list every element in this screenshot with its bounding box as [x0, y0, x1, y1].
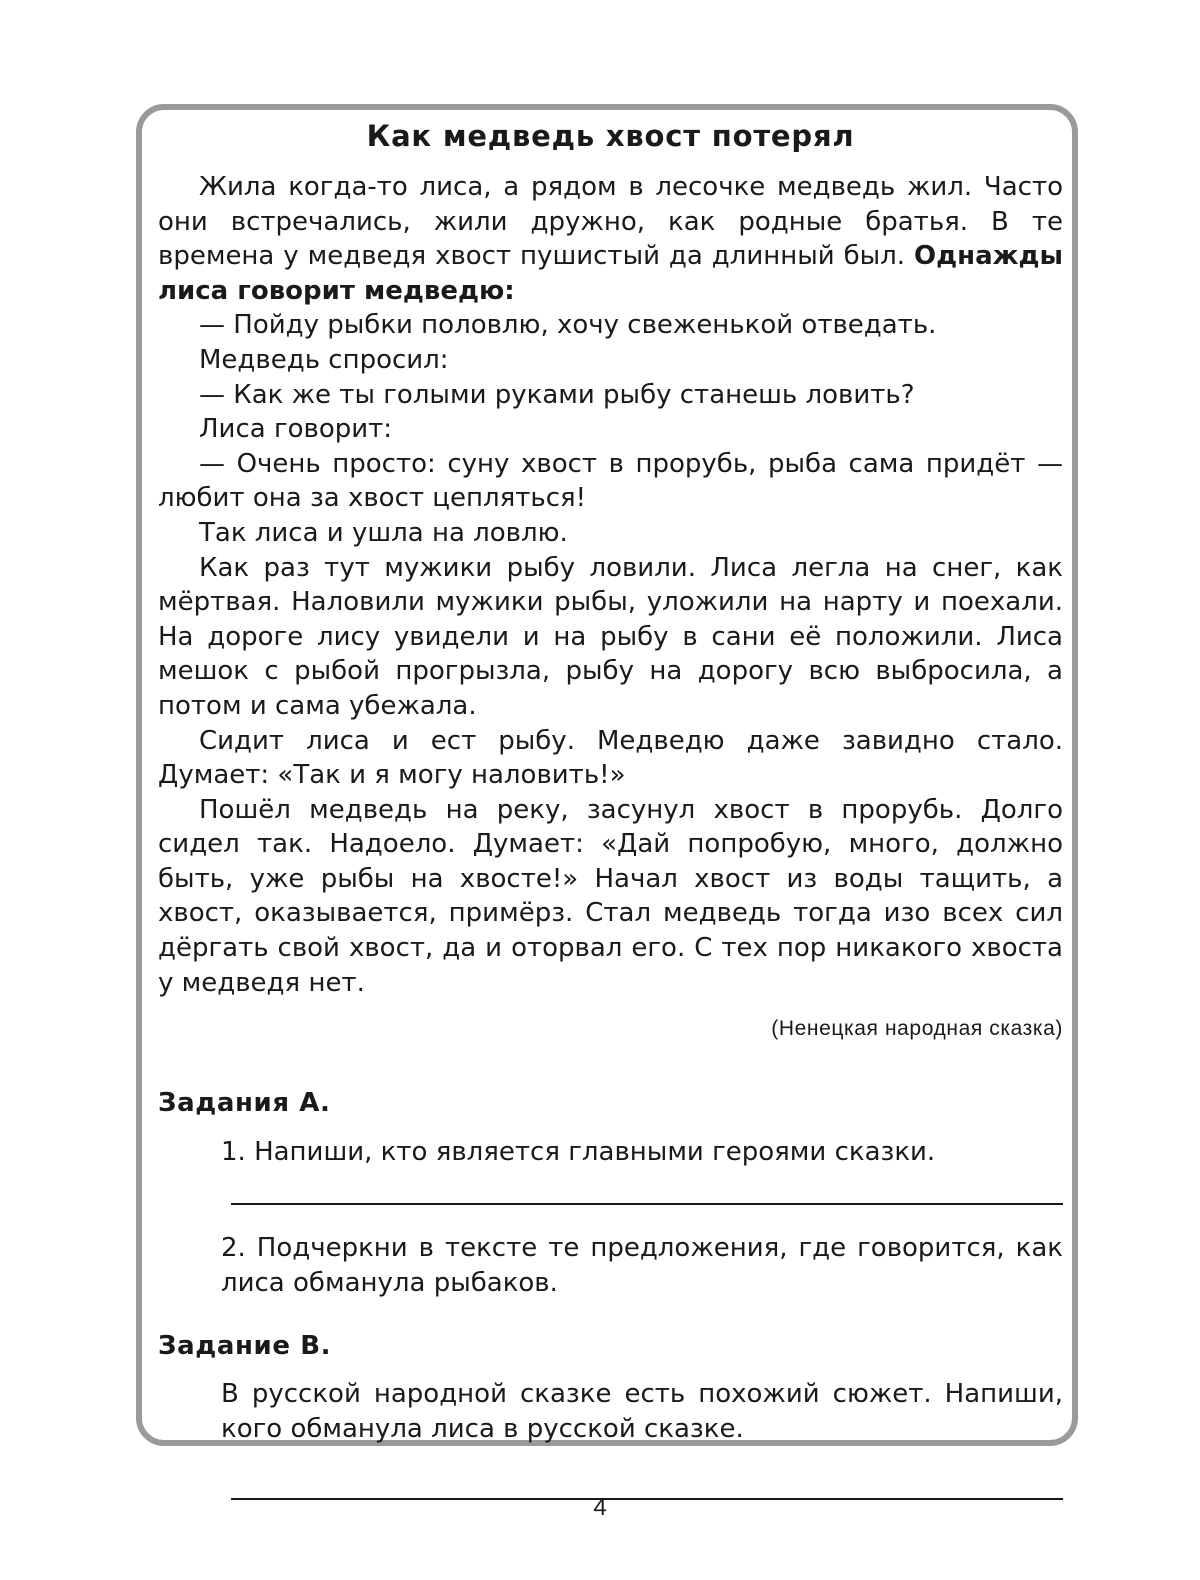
story-paragraph: — Как же ты голыми руками рыбу станешь ловить?	[199, 379, 915, 410]
tasks-a-heading: Задания А.	[158, 1088, 331, 1119]
story-paragraph: Медведь спросил:	[199, 344, 449, 375]
story-paragraph: Сидит лиса и ест рыбу. Медведю даже завидно стало. Думает: «Так и я могу наловить!»	[158, 725, 1063, 791]
task-b-heading: Задание В.	[158, 1330, 332, 1361]
page-number: 4	[593, 1494, 607, 1521]
story-paragraph: — Пойду рыбки половлю, хочу свеженькой отведать.	[199, 310, 937, 341]
task-a-question-2: 2. Подчеркни в тексте те предложения, где говорится, как лиса обманула рыбаков.	[221, 1233, 1063, 1299]
story-paragraph	[158, 170, 1063, 308]
story-paragraph: Как раз тут мужики рыбу ловили. Лиса легла на снег, как мёртвая. Наловили мужики рыбы, уложили на нарту и поехали. На дороге лису увидели и на рыбу в сани её положили. Лиса мешок с рыбой прогрызла, рыбу на дорогу всю выбросила, а потом и сама убежала.	[158, 552, 1063, 721]
story-paragraph: Лиса говорит:	[199, 414, 393, 445]
story-paragraph: — Очень просто: суну хвост в прорубь, рыба сама придёт — любит она за хвост цепляться!	[158, 448, 1063, 514]
story-paragraph: Так лиса и ушла на ловлю.	[199, 517, 568, 548]
story-paragraph: Пошёл медведь на реку, засунул хвост в прорубь. Долго сидел так. Надоело. Думает: «Дай попробую, много, должно быть, уже рыбы на хвосте!» Начал хвост из воды тащить, а хвост, оказывается, примёрз. Стал медведь тогда изо всех сил дёргать свой хвост, да и оторвал его. С тех пор никакого хвоста у медведя нет.	[158, 794, 1063, 998]
paragraph-text: Жила когда-то лиса, а рядом в лесочке медведь жил. Часто они встречались, жили дружно, как родные братья. В те времена у медведя хвост пушистый да длинный был.	[158, 172, 1063, 272]
bold-sentence: Однажды лиса говорит медведю:	[158, 241, 1063, 306]
story-source: (Ненецкая народная сказка)	[771, 1017, 1063, 1041]
page-content	[158, 112, 1063, 1500]
task-b-question: В русской народной сказке есть похожий сюжет. Напиши, кого обманула лиса в русской сказке.	[221, 1379, 1063, 1444]
story-title: Как медведь хвост потерял	[366, 119, 855, 153]
task-a-question-1: 1. Напиши, кто является главными героями сказки.	[221, 1136, 936, 1167]
